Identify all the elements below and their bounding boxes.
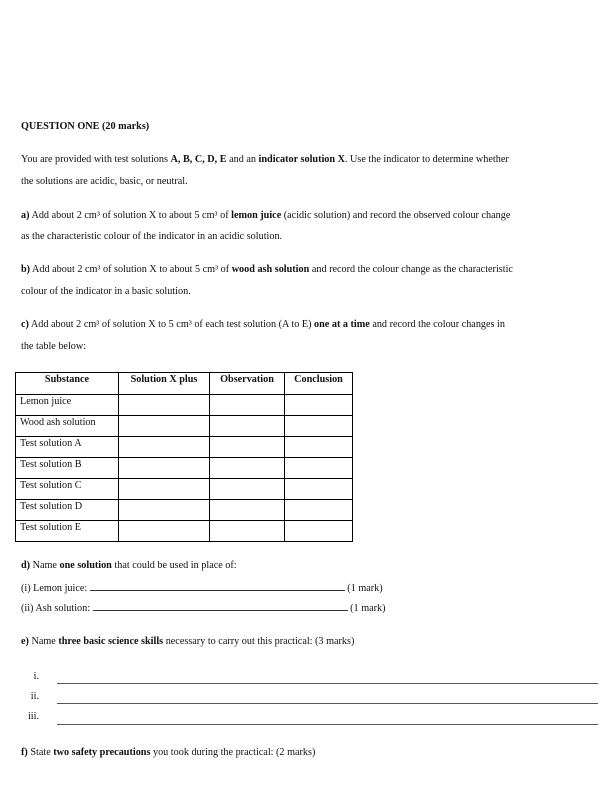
part-a-line-1: a) Add about 2 cm³ of solution X to about 5 cm³ of lemon juice (acidic solution) and record the observed colour change (21, 210, 511, 221)
answer-cell[interactable] (210, 479, 285, 500)
answer-cell[interactable] (285, 500, 353, 521)
answer-cell[interactable] (119, 437, 210, 458)
substance-cell: Test solution C (16, 479, 119, 500)
answer-blank[interactable] (90, 581, 345, 591)
item-number: i. (33, 671, 39, 682)
part-f-prompt: f) State two safety precautions you took during the practical: (2 marks) (21, 747, 316, 758)
table-header-row (16, 373, 353, 395)
answer-cell[interactable] (119, 416, 210, 437)
answer-cell[interactable] (210, 521, 285, 542)
table-row (16, 395, 353, 416)
answer-blank[interactable] (93, 601, 348, 611)
question-title: QUESTION ONE (20 marks) (21, 121, 150, 132)
answer-cell[interactable] (119, 395, 210, 416)
part-a-line-2: as the characteristic colour of the indicator in an acidic solution. (21, 231, 283, 242)
header-substance: Substance (16, 373, 119, 395)
substance-cell: Test solution D (16, 500, 119, 521)
item-number: iii. (27, 711, 39, 722)
header-solution-x-plus: Solution X plus (119, 373, 210, 395)
intro-line-1: You are provided with test solutions A, B, C, D, E and an indicator solution X. Use the indicator to determine whether (21, 154, 509, 165)
answer-cell[interactable] (119, 479, 210, 500)
answer-cell[interactable] (210, 437, 285, 458)
table-row (16, 521, 353, 542)
intro-line-2: the solutions are acidic, basic, or neutral. (21, 176, 188, 187)
answer-cell[interactable] (210, 458, 285, 479)
part-d-prompt: d) Name one solution that could be used in place of: (21, 560, 237, 571)
answer-cell[interactable] (285, 521, 353, 542)
table-row (16, 416, 353, 437)
answer-cell[interactable] (210, 416, 285, 437)
answer-cell[interactable] (285, 437, 353, 458)
part-c-line-2: the table below: (21, 341, 87, 352)
header-observation: Observation (210, 373, 285, 395)
part-d-ii: (ii) Ash solution: (1 mark) (21, 603, 386, 614)
table-row (16, 479, 353, 500)
answer-line[interactable] (57, 683, 598, 684)
table-row (16, 437, 353, 458)
substance-cell: Test solution B (16, 458, 119, 479)
answer-cell[interactable] (119, 500, 210, 521)
answer-line[interactable] (57, 703, 598, 704)
part-e-prompt: e) Name three basic science skills necessary to carry out this practical: (3 marks) (21, 636, 355, 647)
answer-cell[interactable] (285, 458, 353, 479)
substance-cell: Test solution E (16, 521, 119, 542)
answer-cell[interactable] (210, 500, 285, 521)
table-row (16, 458, 353, 479)
answer-cell[interactable] (285, 479, 353, 500)
table-row (16, 500, 353, 521)
answer-cell[interactable] (285, 395, 353, 416)
results-table (15, 372, 353, 542)
substance-cell: Wood ash solution (16, 416, 119, 437)
part-b-line-2: colour of the indicator in a basic solution. (21, 286, 191, 297)
answer-cell[interactable] (119, 521, 210, 542)
item-number: ii. (30, 691, 39, 702)
header-conclusion: Conclusion (285, 373, 353, 395)
part-d-i: (i) Lemon juice: (1 mark) (21, 583, 383, 594)
part-b-line-1: b) Add about 2 cm³ of solution X to about 5 cm³ of wood ash solution and record the colour change as the characteristic (21, 264, 513, 275)
answer-cell[interactable] (285, 416, 353, 437)
answer-cell[interactable] (210, 395, 285, 416)
substance-cell: Test solution A (16, 437, 119, 458)
substance-cell: Lemon juice (16, 395, 119, 416)
answer-cell[interactable] (119, 458, 210, 479)
answer-line[interactable] (57, 724, 598, 725)
part-c-line-1: c) Add about 2 cm³ of solution X to 5 cm³ of each test solution (A to E) one at a time and record the colour changes in (21, 319, 505, 330)
